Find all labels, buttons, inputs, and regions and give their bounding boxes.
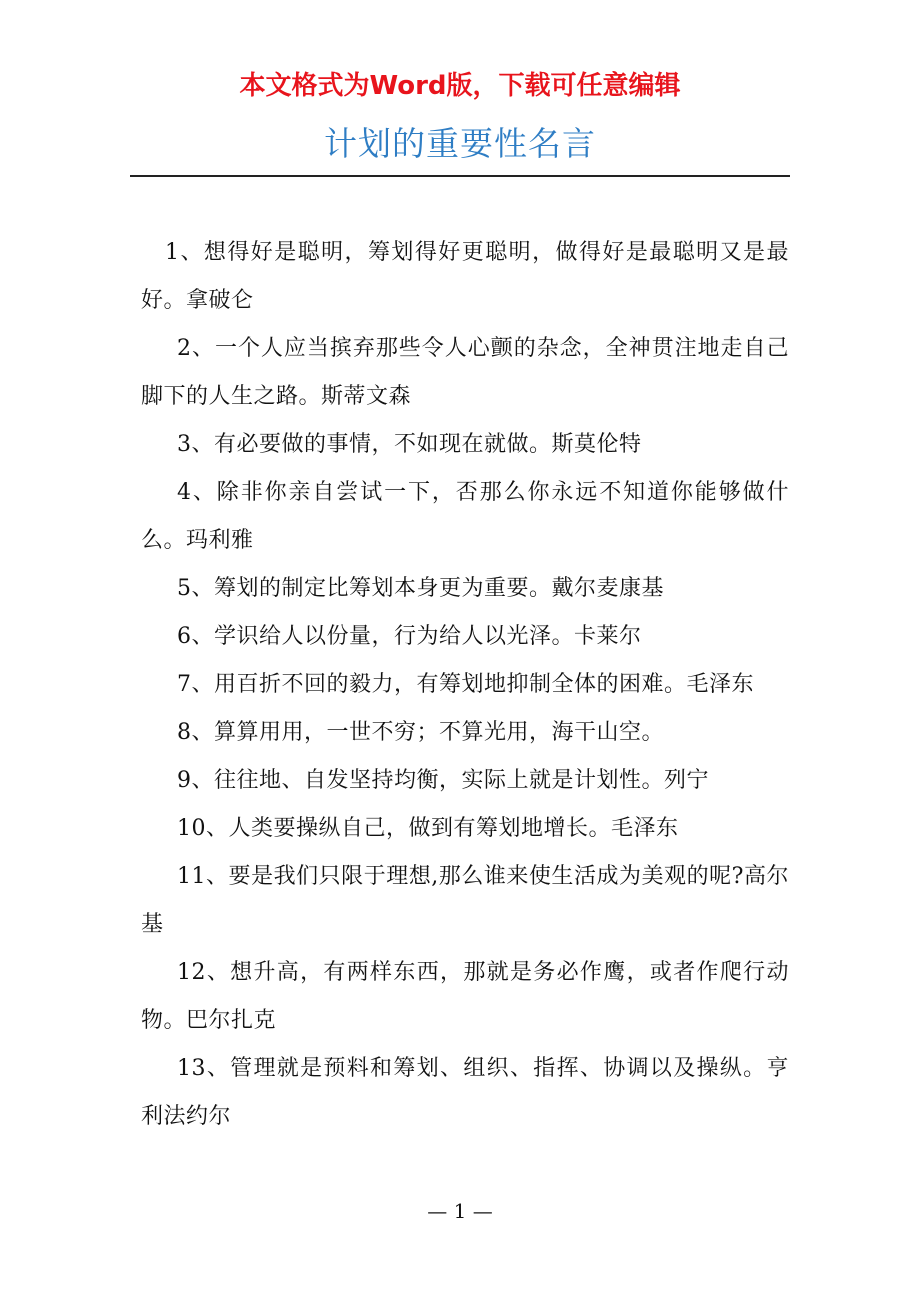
quote-item-10: 10、人类要操纵自己，做到有筹划地增长。毛泽东 (177, 816, 679, 841)
format-notice-banner: 本文格式为Word版，下载可任意编辑 (239, 71, 681, 101)
quote-list (141, 229, 789, 1141)
quote-item-7: 7、用百折不回的毅力，有筹划地抑制全体的困难。毛泽东 (177, 672, 754, 697)
document-title: 计划的重要性名言 (324, 124, 596, 163)
quote-item-8: 8、算算用用，一世不穷；不算光用，海干山空。 (177, 720, 664, 745)
quote-item-13: 13、管理就是预料和筹划、组织、指挥、协调以及操纵。亨利法约尔 (141, 1056, 789, 1129)
title-divider (130, 175, 790, 177)
page-number: — 1 — (427, 1199, 493, 1223)
quote-item-2: 2、一个人应当摈弃那些令人心颤的杂念，全神贯注地走自己脚下的人生之路。斯蒂文森 (141, 336, 789, 409)
quote-item-3: 3、有必要做的事情，不如现在就做。斯莫伦特 (177, 432, 642, 457)
quote-item-11: 11、要是我们只限于理想,那么谁来使生活成为美观的呢?高尔基 (141, 864, 789, 937)
quote-item-5: 5、筹划的制定比筹划本身更为重要。戴尔麦康基 (177, 576, 664, 601)
quote-item-4: 4、除非你亲自尝试一下，否那么你永远不知道你能够做什么。玛利雅 (141, 480, 789, 553)
quote-item-6: 6、学识给人以份量，行为给人以光泽。卡莱尔 (177, 624, 642, 649)
quote-item-1: 1、想得好是聪明，筹划得好更聪明，做得好是最聪明又是最好。拿破仑 (141, 240, 789, 313)
quote-item-9: 9、往往地、自发坚持均衡，实际上就是计划性。列宁 (177, 768, 709, 793)
quote-item-12: 12、想升高，有两样东西，那就是务必作鹰，或者作爬行动物。巴尔扎克 (141, 960, 789, 1033)
